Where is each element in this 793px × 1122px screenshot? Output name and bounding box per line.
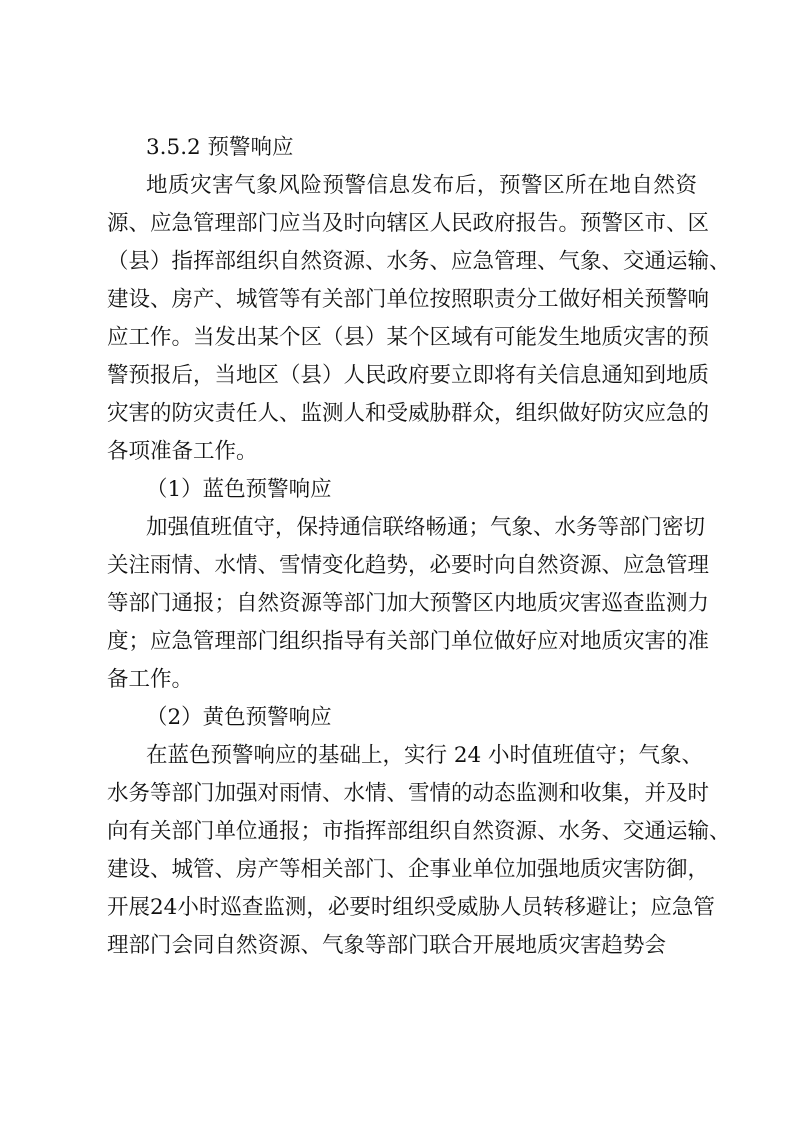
paragraph-line: 度；应急管理部门组织指导有关部门单位做好应对地质灾害的准 <box>107 629 710 654</box>
paragraph-line: 备工作。 <box>107 667 194 692</box>
paragraph-line: 地质灾害气象风险预警信息发布后，预警区所在地自然资 <box>146 173 697 198</box>
paragraph-line: （县）指挥部组织自然资源、水务、应急管理、气象、交通运输、 <box>107 249 731 274</box>
subheading-yellow-warning: （2）黄色预警响应 <box>146 705 332 730</box>
paragraph-line: 警预报后，当地区（县）人民政府要立即将有关信息通知到地质 <box>107 363 710 388</box>
paragraph-line: 开展24小时巡查监测，必要时组织受威胁人员转移避让；应急管 <box>107 895 715 920</box>
paragraph-line: 等部门通报；自然资源等部门加大预警区内地质灾害巡查监测力 <box>107 591 710 616</box>
paragraph-line: 水务等部门加强对雨情、水情、雪情的动态监测和收集，并及时 <box>107 781 710 806</box>
paragraph-line: 灾害的防灾责任人、监测人和受威胁群众，组织做好防灾应急的 <box>107 401 710 426</box>
paragraph-line: 在蓝色预警响应的基础上，实行 24 小时值班值守；气象、 <box>146 743 704 768</box>
paragraph-line: 各项准备工作。 <box>107 439 258 464</box>
paragraph-line: 理部门会同自然资源、气象等部门联合开展地质灾害趋势会 <box>107 933 667 958</box>
paragraph-line: 源、应急管理部门应当及时向辖区人民政府报告。预警区市、区 <box>107 211 710 236</box>
paragraph-line: 加强值班值守，保持通信联络畅通；气象、水务等部门密切 <box>146 515 706 540</box>
paragraph-line: 关注雨情、水情、雪情变化趋势，必要时向自然资源、应急管理 <box>107 553 710 578</box>
paragraph-line: 向有关部门单位通报；市指挥部组织自然资源、水务、交通运输、 <box>107 819 731 844</box>
section-heading: 3.5.2 预警响应 <box>146 135 294 160</box>
subheading-blue-warning: （1）蓝色预警响应 <box>146 477 332 502</box>
paragraph-line: 建设、城管、房产等相关部门、企事业单位加强地质灾害防御， <box>107 857 710 882</box>
paragraph-line: 应工作。当发出某个区（县）某个区域有可能发生地质灾害的预 <box>107 325 710 350</box>
paragraph-line: 建设、房产、城管等有关部门单位按照职责分工做好相关预警响 <box>107 287 710 312</box>
